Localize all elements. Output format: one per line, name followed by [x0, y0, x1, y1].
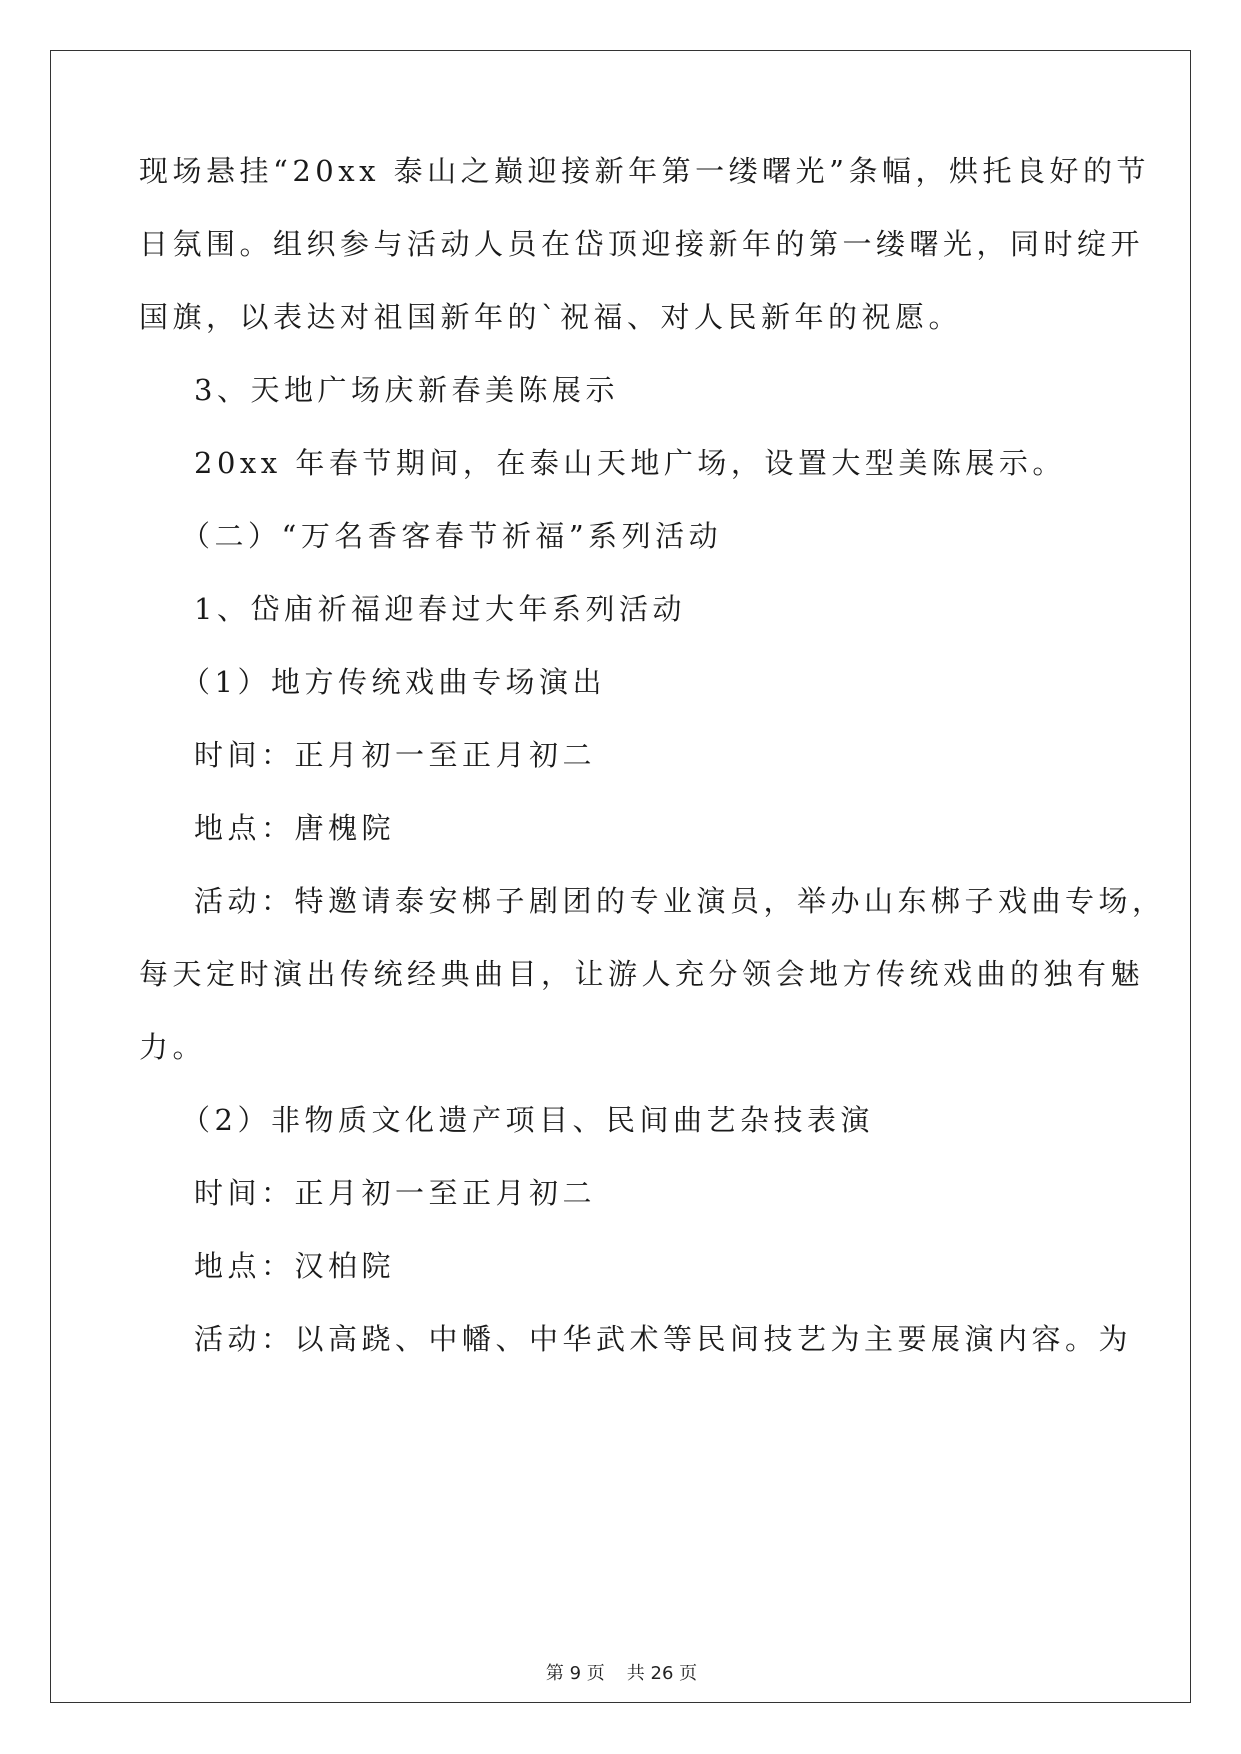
text-line: 活动：以高跷、中幡、中华武术等民间技艺为主要展演内容。为	[194, 1322, 1133, 1356]
text-line: 力。	[139, 1030, 207, 1064]
text-line: 时间：正月初一至正月初二	[194, 1176, 597, 1210]
text-line: 20xx 年春节期间，在泰山天地广场，设置大型美陈展示。	[194, 446, 1066, 480]
text-line: （1）地方传统戏曲专场演出	[181, 665, 606, 699]
text-line: 时间：正月初一至正月初二	[194, 738, 597, 772]
text-line: 地点：汉柏院	[194, 1249, 396, 1283]
page-total: 共 26 页	[626, 1663, 698, 1684]
text-line: 地点：唐槐院	[194, 811, 396, 845]
text-line: 1、岱庙祈福迎春过大年系列活动	[194, 592, 686, 626]
page-frame	[50, 50, 1191, 1703]
page-footer	[51, 1659, 1192, 1685]
page-number: 第 9 页	[545, 1663, 605, 1684]
text-line: 日氛围。组织参与活动人员在岱顶迎接新年的第一缕曙光，同时绽开	[139, 227, 1145, 261]
text-line: 国旗，以表达对祖国新年的`祝福、对人民新年的祝愿。	[139, 300, 963, 334]
text-line: （2）非物质文化遗产项目、民间曲艺杂技表演	[181, 1103, 874, 1137]
text-line: 活动：特邀请泰安梆子剧团的专业演员，举办山东梆子戏曲专场，	[194, 884, 1166, 918]
text-line: 现场悬挂“20xx 泰山之巅迎接新年第一缕曙光”条幅，烘托良好的节	[139, 154, 1150, 188]
text-line: （二）“万名香客春节祈福”系列活动	[181, 519, 723, 553]
text-line: 3、天地广场庆新春美陈展示	[194, 373, 619, 407]
text-line: 每天定时演出传统经典曲目，让游人充分领会地方传统戏曲的独有魅	[139, 957, 1145, 991]
